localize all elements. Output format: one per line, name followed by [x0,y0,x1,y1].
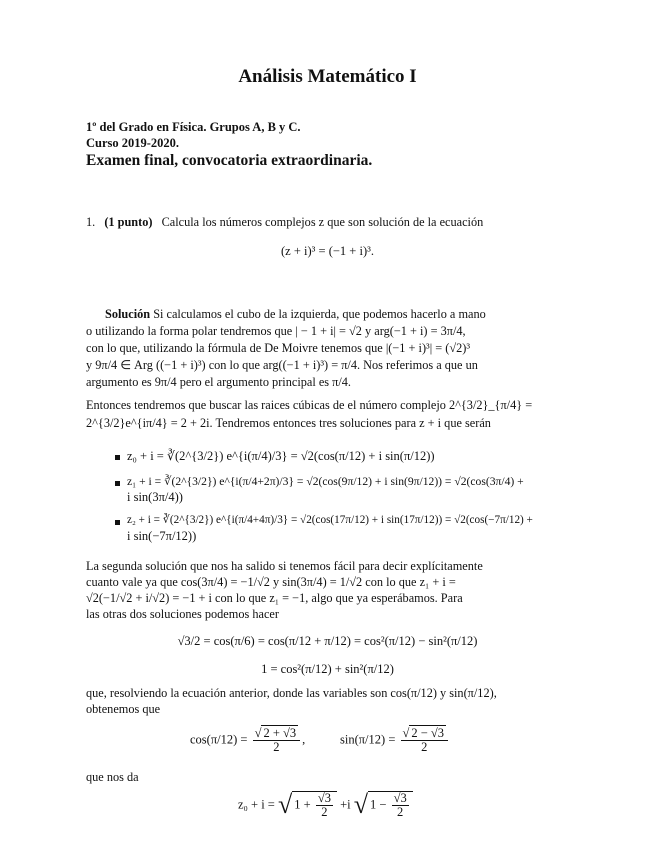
bullet-icon [115,481,120,486]
solution-label: Solución [105,307,151,321]
solution-z2-line-1: z₂ + i = ∛(2^{3/2}) e^{i(π/4+4π)/3} = √2(cos(17π/12) + i sin(17π/12)) = √2(cos(−7π/12) + [127,514,533,526]
cos-denominator: 2 [273,740,280,755]
sqrt-arg-2-text: 1 − [370,797,387,812]
bullet-icon [115,520,120,525]
cos-fraction: $\frac{√ 2 + √3}{2}$ [253,727,301,754]
paragraph-4-line-1: que, resolviendo la ecuación anterior, donde las variables son cos(π/12) y sin(π/12), [86,686,497,700]
cos-pi12-equation: cos(π/12) = $\frac{√ 2 + √3}{2}$ , [190,726,306,755]
sqrt3-den-1: 2 [321,805,328,819]
sin-fraction: $\frac{√ 2 - √3}{2}$ [401,727,449,754]
sqrt3-fraction-1 [316,792,333,819]
paragraph-3-line-1: La segunda solución que nos ha salido si tenemos fácil para decir explícitamente [86,559,483,573]
problem-number: 1. [86,215,96,229]
solution-line-3: con lo que, utilizando la fórmula de De Moivre tenemos que |(−1 + i)³| = (√2)³ [86,341,471,355]
sqrt-arg-2 [368,791,413,819]
paragraph-3-line-3: √2(−1/√2 + i/√2) = −1 + i con lo que z₁ = −1, algo que ya esperábamos. Para [86,591,463,605]
solution-line-1 [105,307,486,322]
paragraph-3-line-2: cuanto vale ya que cos(3π/4) = −1/√2 y sin(3π/4) = 1/√2 con lo que z₁ + i = [86,575,456,589]
solution-z0: z₀ + i = ∛(2^{3/2}) e^{i(π/4)/3} = √2(cos(π/12) + i sin(π/12)) [127,449,435,463]
sqrt3-num-1: √3 [317,790,331,805]
equation-2: 1 = cos²(π/12) + sin²(π/12) [261,662,394,676]
sqrt-icon: √ [277,790,293,819]
paragraph-3-line-4: las otras dos soluciones podemos hacer [86,607,279,621]
problem-equation: (z + i)³ = (−1 + i)³. [281,244,374,258]
solution-z1-line-1: z₁ + i = ∛(2^{3/2}) e^{i(π/4+2π)/3} = √2(cos(9π/12) + i sin(9π/12)) = √2(cos(3π/4) + [127,475,524,488]
exam-heading: Examen final, convocatoria extraordinaria. [86,152,373,169]
z0-lhs: z₀ + i = [238,797,275,812]
problem-points: (1 punto) [104,215,153,229]
sqrt3-fraction-2 [392,792,409,819]
bullet-icon [115,455,120,460]
equation-1: √3/2 = cos(π/6) = cos(π/12 + π/12) = cos²(π/12) − sin²(π/12) [177,634,478,648]
cos-numerator: 2 + √3 [263,726,297,740]
paragraph-2-line-2: 2^{3/2}e^{iπ/4} = 2 + 2i. Tendremos entonces tres soluciones para z + i que serán [86,416,491,430]
year-line: Curso 2019-2020. [86,136,180,150]
paragraph-2-line-1: Entonces tendremos que buscar las raices cúbicas de el número complejo 2^{3/2}_{π/4} = [86,398,533,412]
sin-denominator: 2 [421,740,428,755]
course-line: 1º del Grado en Física. Grupos A, B y C. [86,120,301,134]
sin-pi12-equation [340,727,450,754]
solution-line-5: argumento es 9π/4 pero el argumento principal es π/4. [86,375,352,389]
sqrt3-den-2: 2 [397,805,404,819]
solution-line-2: o utilizando la forma polar tendremos que | − 1 + i| = √2 y arg(−1 + i) = 3π/4, [86,324,466,338]
solution-z1-line-2: i sin(3π/4)) [127,490,183,504]
document-title: Análisis Matemático I [238,66,417,87]
sqrt-icon: √ [353,790,369,819]
problem-statement [86,215,483,230]
solution-text: Si calculamos el cubo de la izquierda, que podemos hacerlo a mano [153,307,486,321]
z0-final-equation [238,790,413,820]
paragraph-5: que nos da [86,770,139,784]
paragraph-4-line-2: obtenemos que [86,702,161,716]
solution-z2-line-2: i sin(−7π/12)) [127,529,197,543]
sin-lhs: sin(π/12) = [340,732,396,747]
sqrt3-num-2: √3 [393,790,407,805]
sqrt-arg-1-text: 1 + [294,797,311,812]
plus-i: +i [340,797,351,812]
sqrt-arg-1 [292,791,337,819]
sin-numerator: 2 − √3 [411,726,445,740]
cos-lhs: cos(π/12) = [190,732,248,747]
solution-line-4: y 9π/4 ∈ Arg ((−1 + i)³) con lo que arg((−1 + i)³) = π/4. Nos referimos a que un [86,358,478,372]
problem-text: Calcula los números complejos z que son solución de la ecuación [161,215,484,229]
